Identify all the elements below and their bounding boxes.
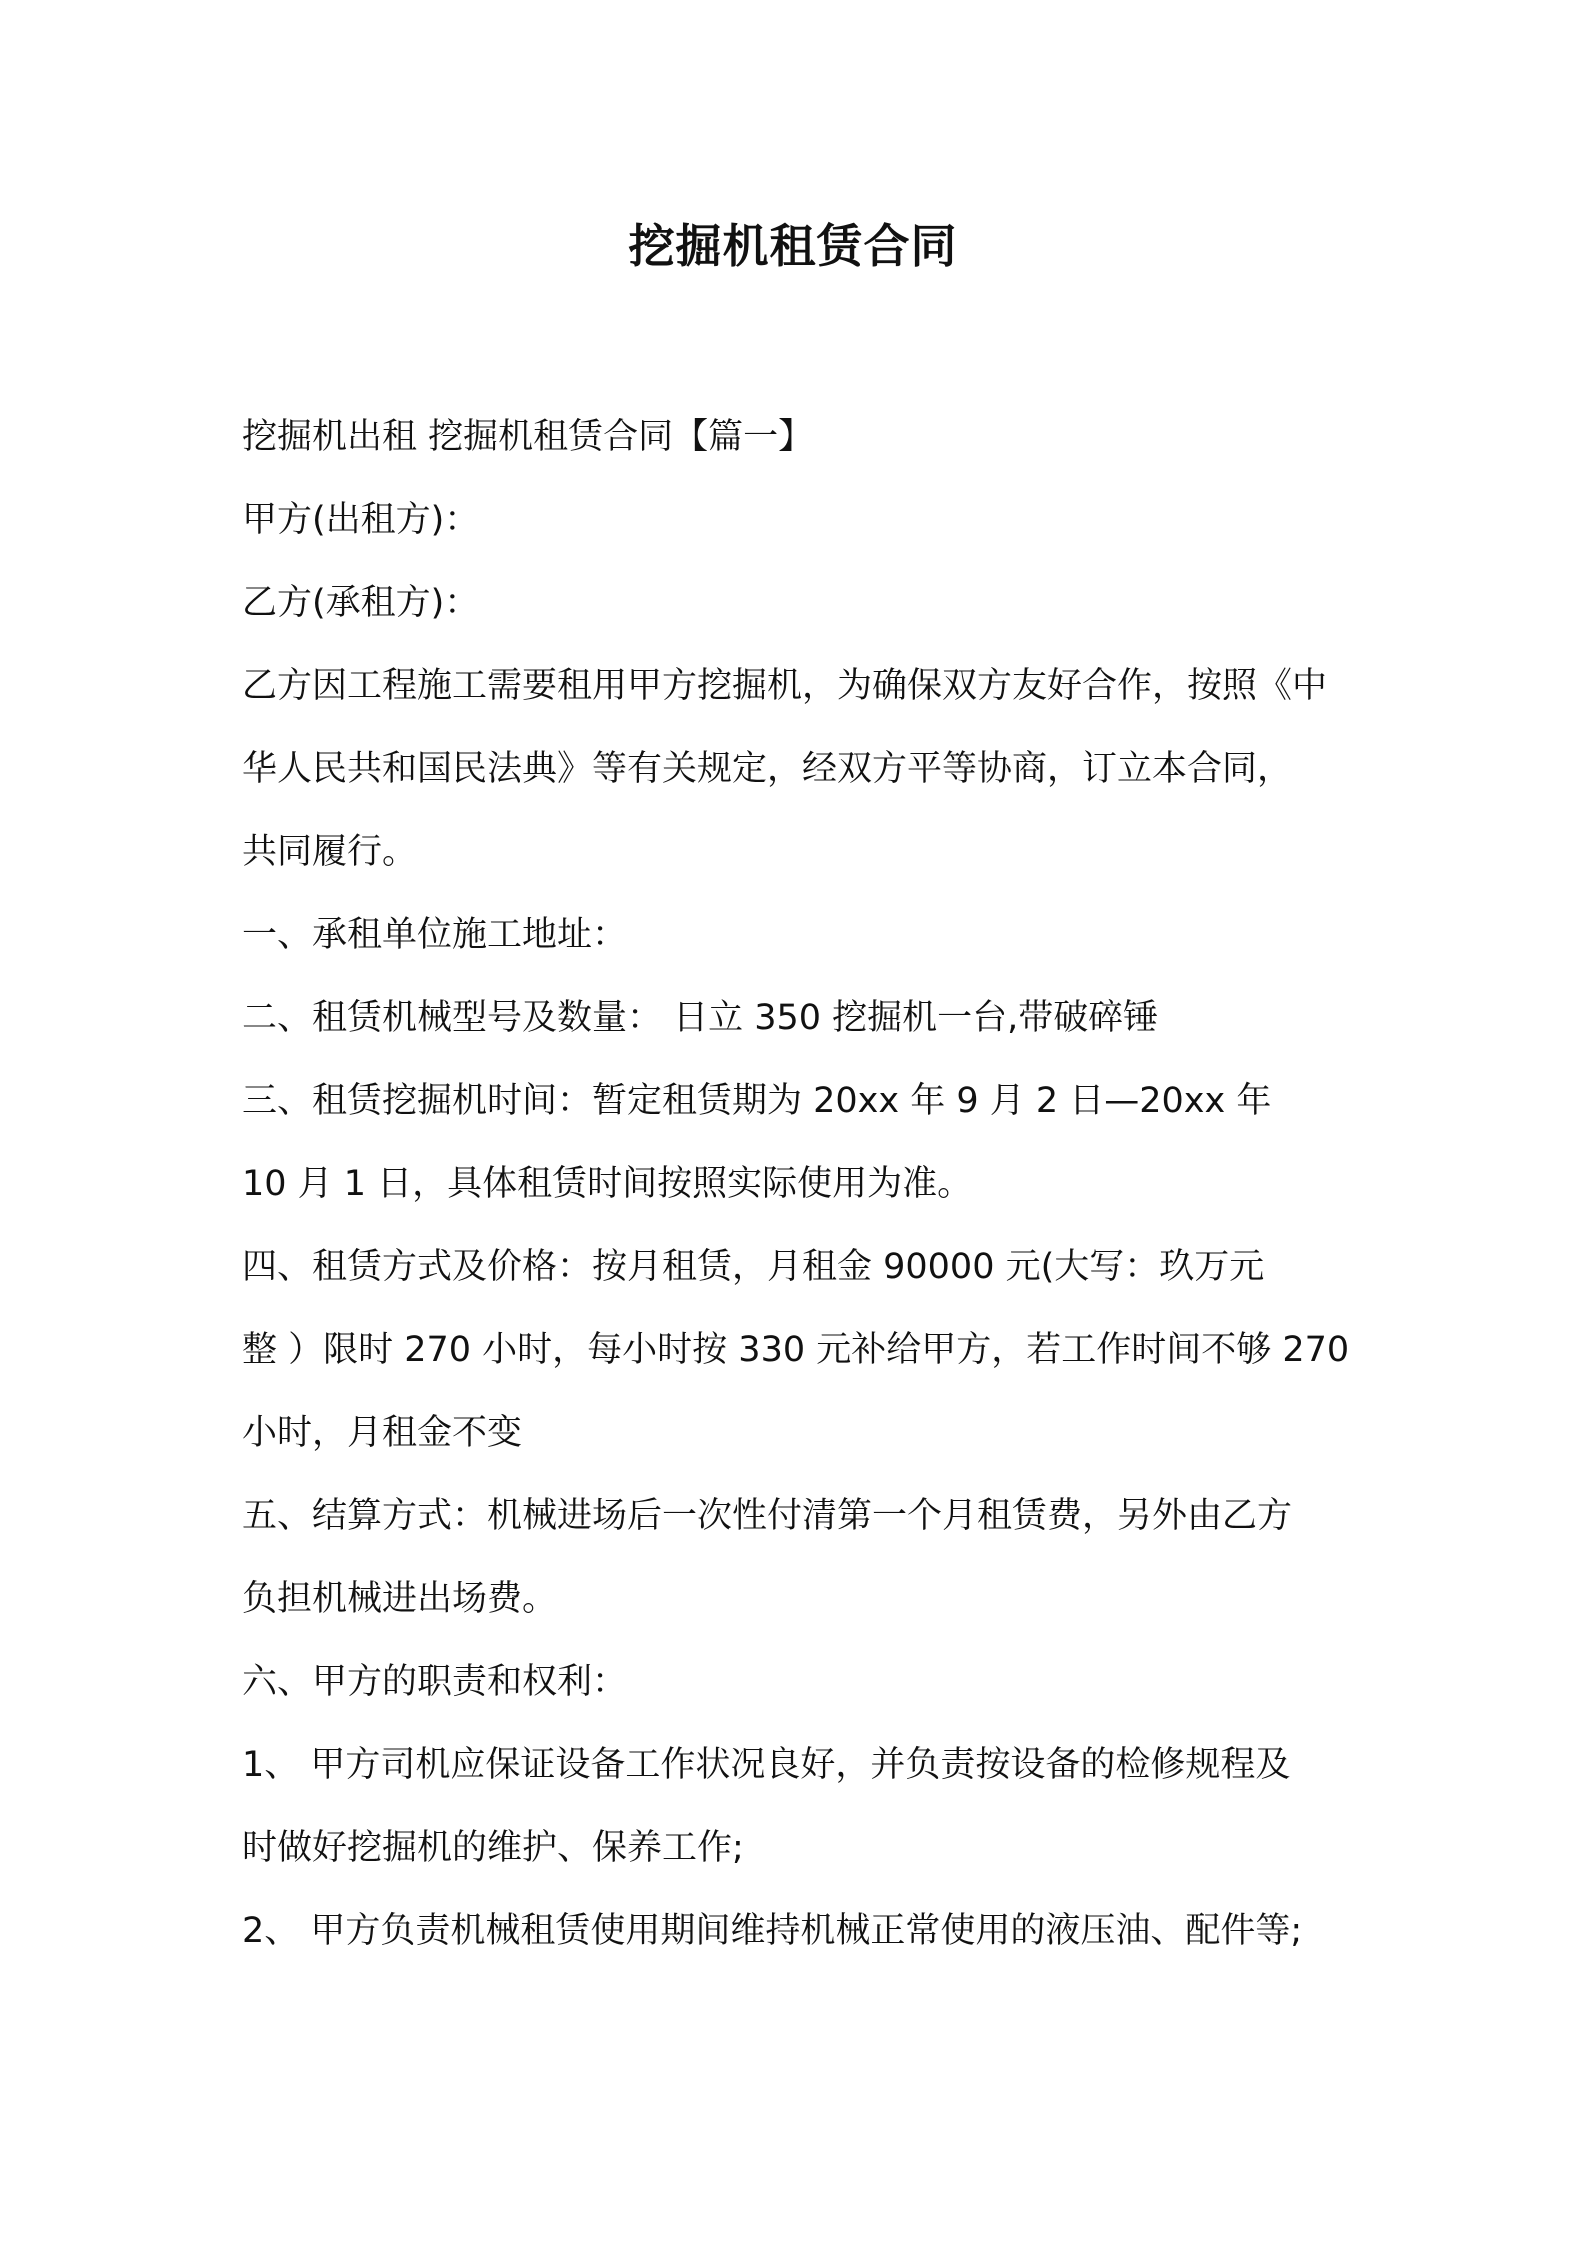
- clause-2: [242, 977, 1362, 1060]
- clause-6: [242, 1641, 1362, 1724]
- party-a-line: [242, 479, 1362, 562]
- sub-clause-2: [242, 1890, 1362, 1973]
- text-line: 整 ）限时 270 小时，每小时按 330 元补给甲方，若工作时间不够 270: [242, 1330, 1350, 1370]
- text-line: 小时，月租金不变: [242, 1413, 523, 1453]
- text-line: 1、 甲方司机应保证设备工作状况良好，并负责按设备的检修规程及: [242, 1745, 1291, 1785]
- text-line: 五、结算方式：机械进场后一次性付清第一个月租赁费，另外由乙方: [242, 1496, 1293, 1536]
- text-line: 共同履行。: [242, 832, 418, 872]
- text-line: 三、租赁挖掘机时间：暂定租赁期为 20xx 年 9 月 2 日—20xx 年: [242, 1081, 1272, 1121]
- text-line: 一、承租单位施工地址：: [242, 915, 628, 955]
- clause-5: [242, 1475, 1362, 1641]
- text-line: 二、租赁机械型号及数量： 日立 350 挖掘机一台,带破碎锤: [242, 998, 1159, 1038]
- preamble-paragraph: [242, 645, 1362, 894]
- section-heading: [242, 396, 1362, 479]
- text-line: 华人民共和国民法典》等有关规定，经双方平等协商，订立本合同，: [242, 749, 1293, 789]
- clause-1: [242, 894, 1362, 977]
- sub-clause-1: [242, 1724, 1362, 1890]
- clause-3: [242, 1060, 1362, 1226]
- document-body: [242, 396, 1362, 1973]
- text-line: 乙方因工程施工需要租用甲方挖掘机，为确保双方友好合作，按照《中: [242, 666, 1328, 706]
- text-line: 负担机械进出场费。: [242, 1579, 558, 1619]
- text-line: 10 月 1 日，具体租赁时间按照实际使用为准。: [242, 1164, 973, 1204]
- text-line: 2、 甲方负责机械租赁使用期间维持机械正常使用的液压油、配件等;: [242, 1911, 1303, 1951]
- text-line: 挖掘机出租 挖掘机租赁合同【篇一】: [242, 417, 814, 457]
- party-b-line: [242, 562, 1362, 645]
- document-title: 挖掘机租赁合同: [628, 219, 958, 273]
- text-line: 时做好挖掘机的维护、保养工作;: [242, 1828, 744, 1868]
- text-line: 六、甲方的职责和权利：: [242, 1662, 628, 1702]
- text-line: 四、租赁方式及价格：按月租赁，月租金 90000 元(大写：玖万元: [242, 1247, 1265, 1287]
- text-line: 乙方(承租方)：: [242, 583, 480, 623]
- text-line: 甲方(出租方)：: [242, 500, 480, 540]
- clause-4: [242, 1226, 1362, 1475]
